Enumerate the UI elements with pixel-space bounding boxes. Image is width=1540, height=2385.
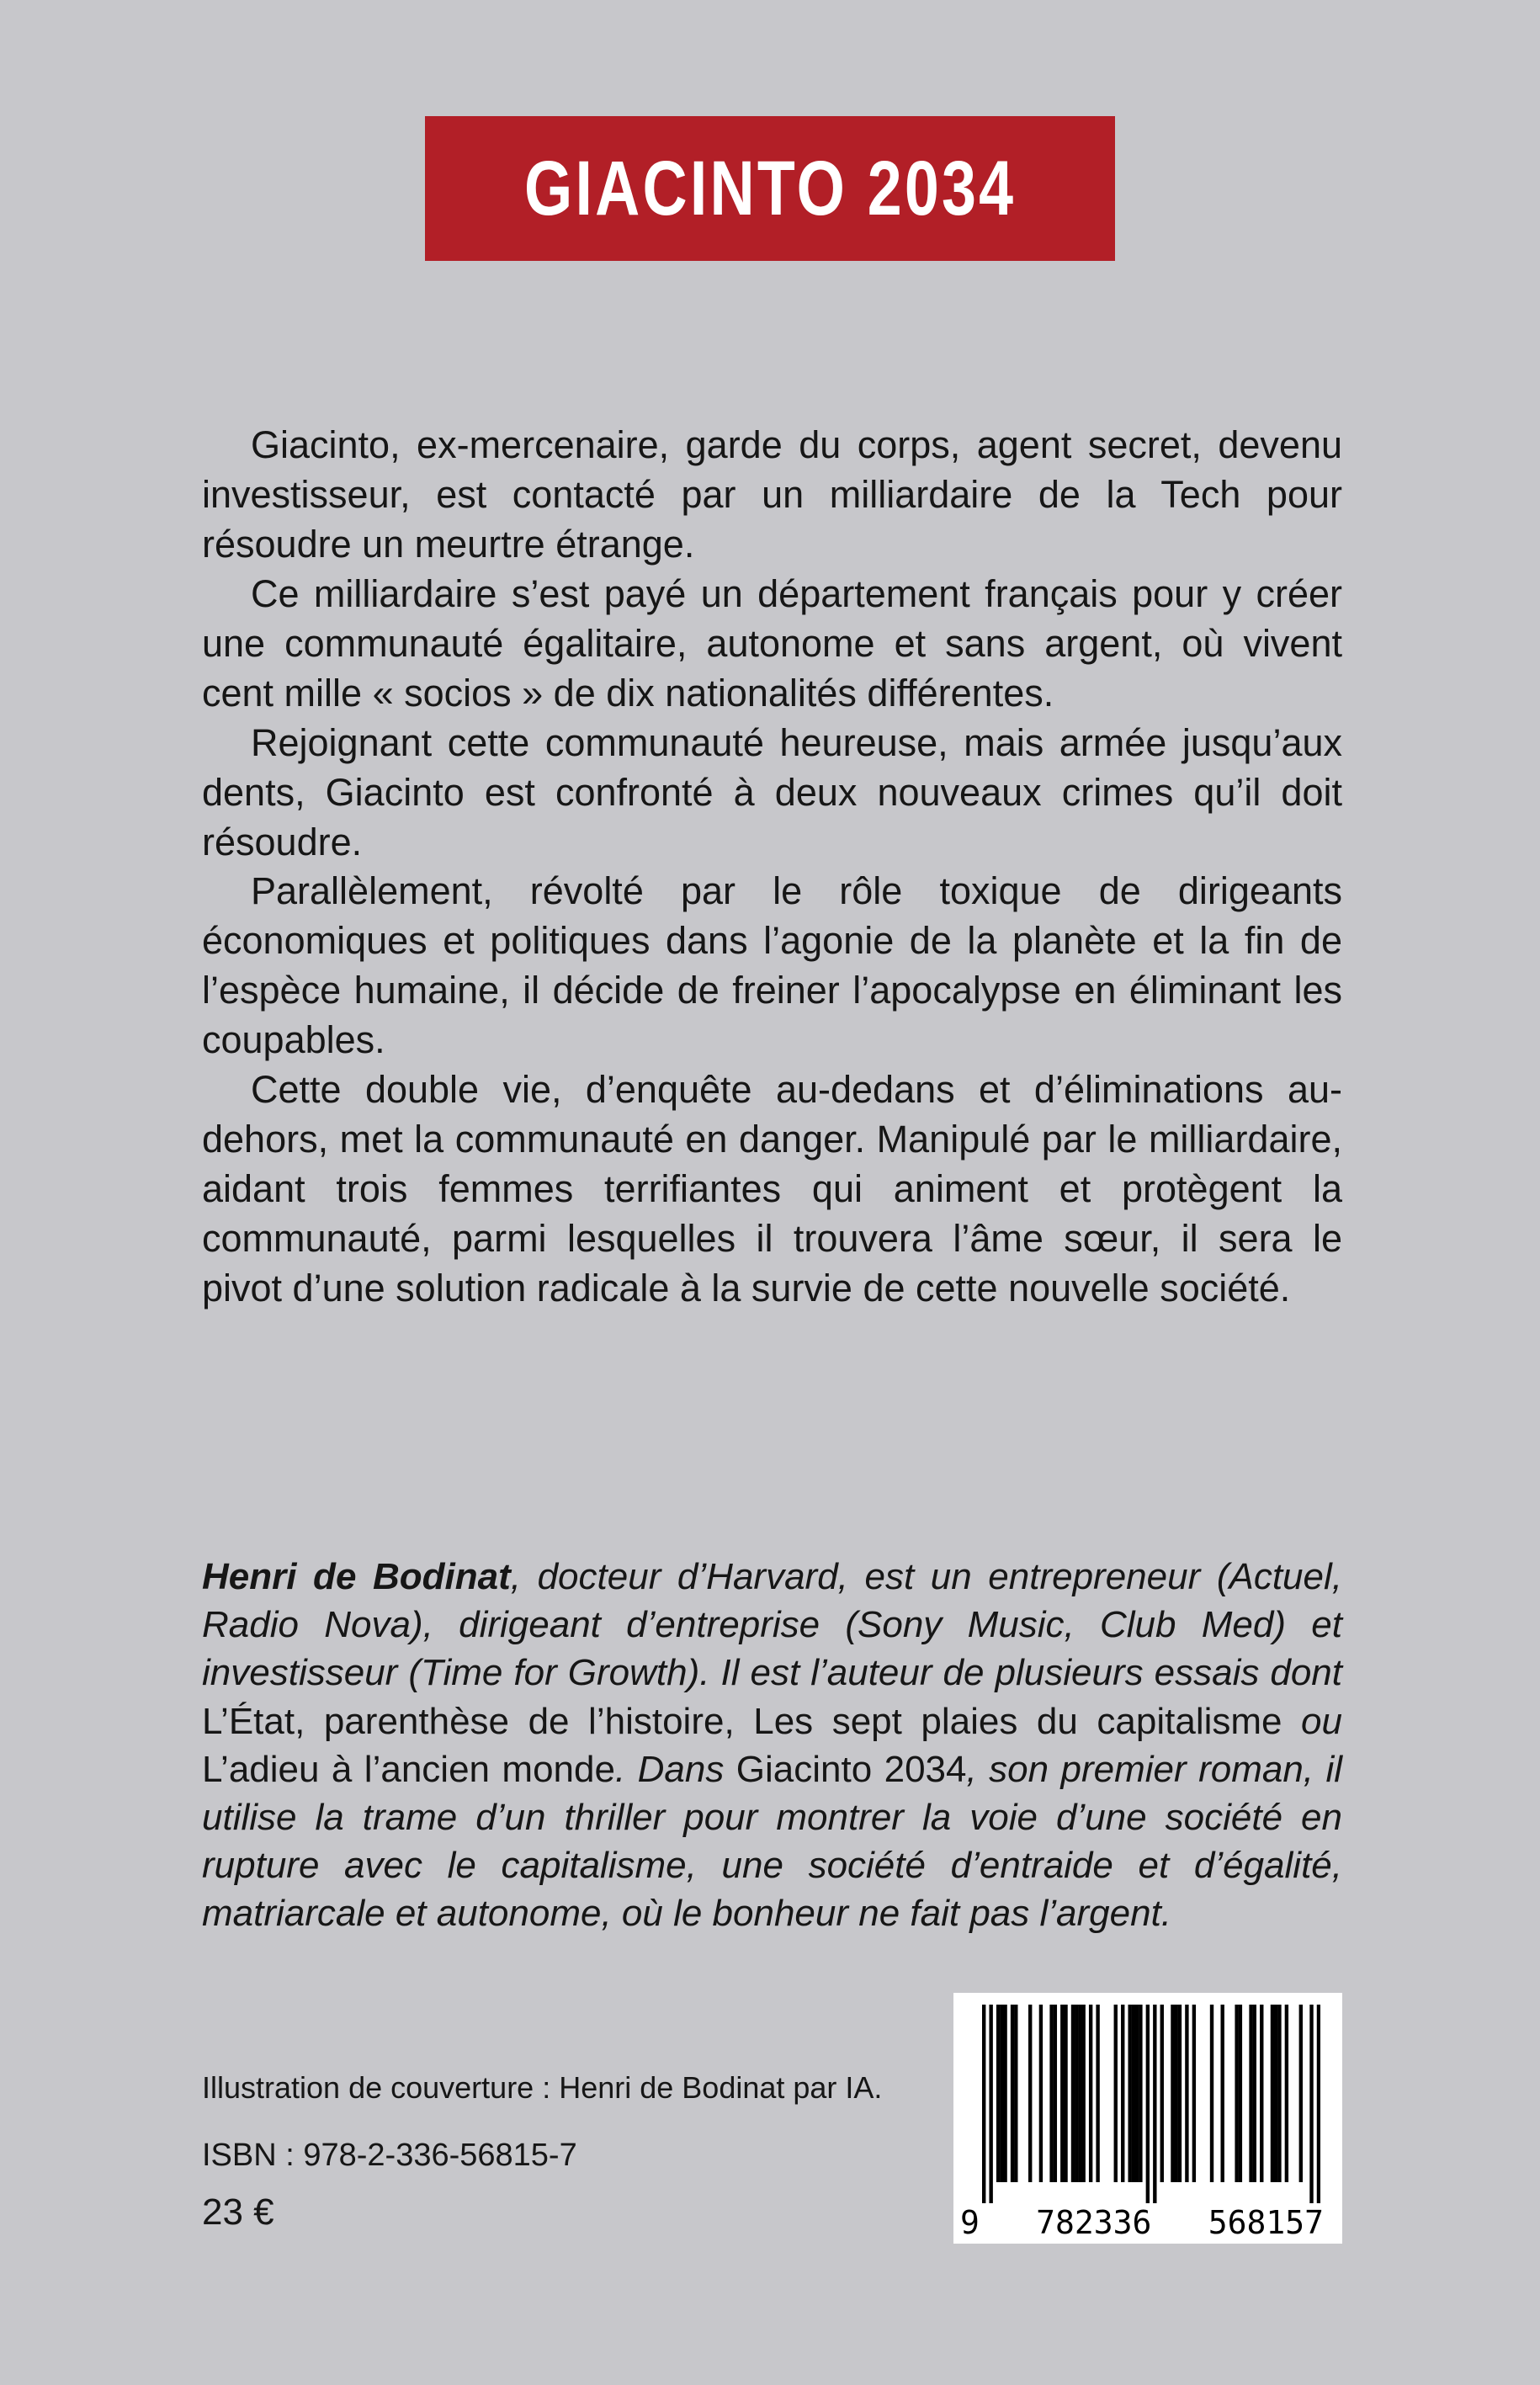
synopsis-paragraph: Rejoignant cette communauté heureuse, mais armée jusqu’aux dents, Giacinto est confronté à deux nouveaux crimes qu’il doit résoudre. [202,720,1342,863]
barcode-digit-group: 9 [960,2204,980,2241]
bio-text-segment: . Dans [614,1748,736,1790]
bio-text-segment: , son premier roman, il utilise la trame d’un thriller pour montrer la voie d’une société en rupture avec le capitalisme, une société d’entraide et d’égalité, matriarcale et autonome, où le bonheur ne fait pas l’argent. [202,1748,1343,1935]
title-banner [425,116,1115,261]
synopsis-paragraph: Giacinto, ex-mercenaire, garde du corps, agent secret, devenu investisseur, est contacté par un milliardaire de la Tech pour résoudre un meurtre étrange. [202,423,1342,566]
author-bio [202,1553,1342,1938]
synopsis-paragraph: Ce milliardaire s’est payé un département français pour y créer une communauté égalitaire, autonome et sans argent, où vivent cent mille « socios » de dix nationalités différentes. [202,571,1342,714]
price-label: 23 € [202,2191,274,2233]
cover-illustration-credit: Illustration de couverture : Henri de Bodinat par IA. [202,2070,883,2105]
barcode-digit-group: 782336 [1036,2204,1152,2241]
barcode-panel [953,1993,1342,2244]
book-title: GIACINTO 2034 [523,145,1017,231]
bio-text-segment: Giacinto 2034 [735,1748,967,1790]
isbn-number: ISBN : 978-2-336-56815-7 [202,2138,577,2173]
synopsis-paragraph: Cette double vie, d’enquête au-dedans et d’éliminations au-dehors, met la communauté en danger. Manipulé par le milliardaire, aidant trois femmes terrifiantes qui animent et protègent la communauté, parmi lesquelles il trouvera l’âme sœur, il sera le pivot d’une solution radicale à la survie de cette nouvelle société. [202,1068,1342,1309]
barcode-bars [982,2005,1320,2203]
bio-text-segment: Henri de Bodinat [202,1556,511,1597]
bio-text-segment: L’adieu à l’ancien monde [202,1748,615,1790]
bio-text-segment: ou [1282,1700,1343,1742]
barcode-number [960,2204,1324,2241]
bio-text-segment: , docteur d’Harvard, est un entrepreneur (Actuel, Radio Nova), dirigeant d’entreprise (Sony Music, Club Med) et investisseur (Time for Growth). Il est l’auteur de plusieurs essais dont [202,1556,1343,1694]
barcode-digit-group: 568157 [1208,2204,1324,2241]
bio-text-segment: L’État, parenthèse de l’histoire, Les sept plaies du capitalisme [202,1700,1282,1742]
synopsis-paragraph: Parallèlement, révolté par le rôle toxique de dirigeants économiques et politiques dans l’agonie de la planète et la fin de l’espèce humaine, il décide de freiner l’apocalypse en éliminant les coupables. [202,869,1342,1062]
synopsis-block [202,421,1342,1314]
